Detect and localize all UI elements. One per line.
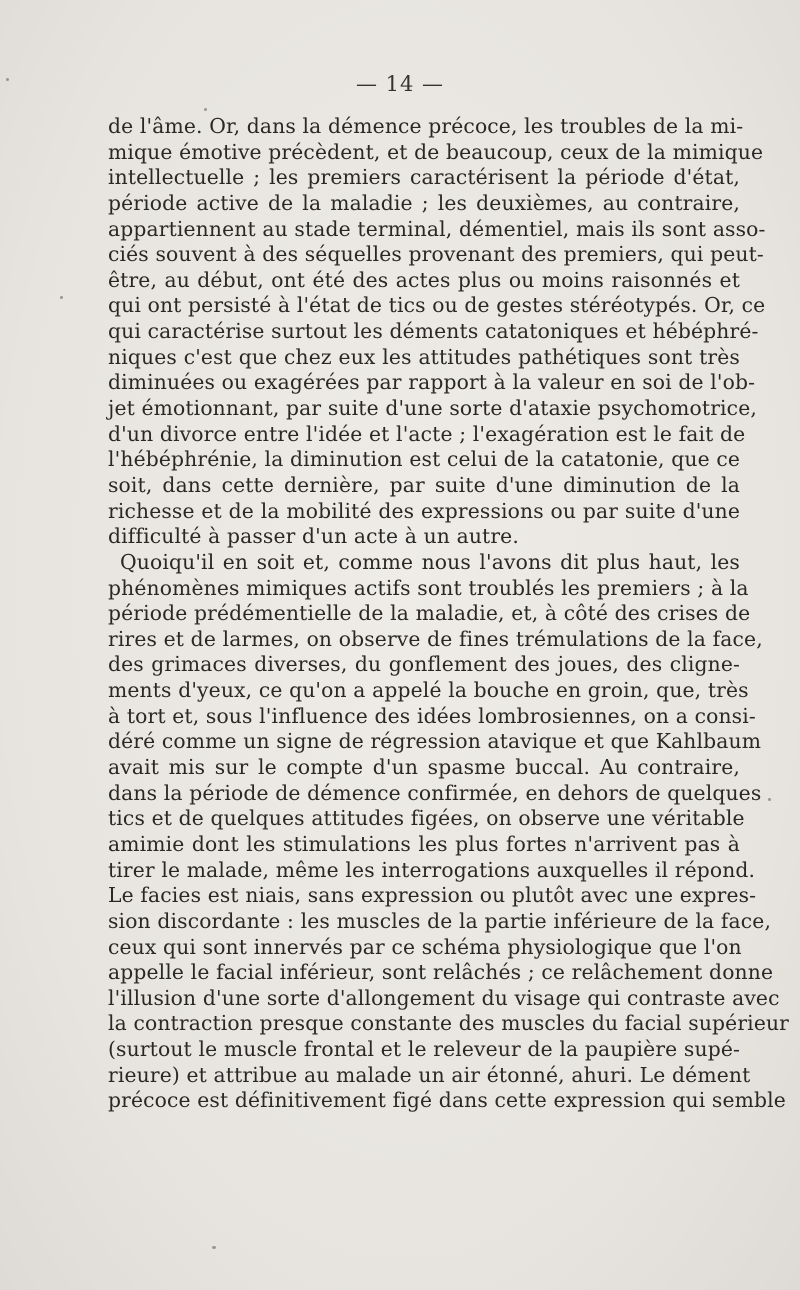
- text-line: précoce est définitivement figé dans cette expression qui semble: [108, 1088, 786, 1113]
- text-line: avait mis sur le compte d'un spasme buccal. Au contraire,: [108, 755, 740, 780]
- text-line: amimie dont les stimulations les plus fortes n'arrivent pas à: [108, 831, 740, 856]
- text-line: période prédémentielle de la maladie, et, à côté des crises de: [108, 601, 751, 626]
- scan-speck: [204, 108, 207, 111]
- text-line: sion discordante : les muscles de la partie inférieure de la face,: [108, 908, 772, 933]
- scan-speck: [212, 1246, 216, 1249]
- text-line: appelle le facial inférieur, sont relâchés ; ce relâchement donne: [108, 960, 774, 985]
- text-line: être, au début, ont été des actes plus ou moins raisonnés et: [108, 267, 740, 292]
- text-line: (surtout le muscle frontal et le releveur de la paupière supé-: [108, 1037, 740, 1062]
- text-line: intellectuelle ; les premiers caractérisent la période d'état,: [108, 165, 740, 190]
- text-line: ments d'yeux, ce qu'on a appelé la bouche en groin, que, très: [108, 678, 749, 703]
- text-line: phénomènes mimiques actifs sont troublés les premiers ; à la: [108, 575, 749, 600]
- text-line: rieure) et attribue au malade un air étonné, ahuri. Le dément: [108, 1062, 751, 1087]
- text-line: ciés souvent à des séquelles provenant des premiers, qui peut-: [108, 242, 764, 267]
- body-text: [108, 114, 790, 1114]
- text-line: période active de la maladie ; les deuxièmes, au contraire,: [108, 190, 740, 215]
- text-line: ceux qui sont innervés par ce schéma physiologique que l'on: [108, 934, 742, 959]
- text-line: d'un divorce entre l'idée et l'acte ; l'exagération est le fait de: [108, 421, 746, 446]
- text-line: des grimaces diverses, du gonflement des joues, des cligne-: [108, 652, 740, 677]
- text-line: à tort et, sous l'influence des idées lombrosiennes, on a consi-: [108, 703, 756, 728]
- text-line: richesse et de la mobilité des expressions ou par suite d'une: [108, 498, 740, 523]
- scan-speck: [60, 296, 63, 299]
- text-line: l'illusion d'une sorte d'allongement du visage qui contraste avec: [108, 985, 780, 1010]
- text-line: rires et de larmes, on observe de fines trémulations de la face,: [108, 626, 763, 651]
- text-line: tirer le malade, même les interrogations auxquelles il répond.: [108, 857, 756, 882]
- text-line: l'hébéphrénie, la diminution est celui de la catatonie, que ce: [108, 447, 740, 472]
- text-line: mique émotive précèdent, et de beaucoup, ceux de la mimique: [108, 139, 764, 164]
- text-line: diminuées ou exagérées par rapport à la valeur en soi de l'ob-: [108, 370, 756, 395]
- text-line: appartiennent au stade terminal, démentiel, mais ils sont asso-: [108, 216, 766, 241]
- text-line: tics et de quelques attitudes figées, on observe une véritable: [108, 806, 745, 831]
- text-line: niques c'est que chez eux les attitudes pathétiques sont très: [108, 344, 740, 369]
- text-line: qui ont persisté à l'état de tics ou de gestes stéréotypés. Or, ce: [108, 293, 766, 318]
- text-line: Quoiqu'il en soit et, comme nous l'avons dit plus haut, les: [120, 549, 740, 574]
- page-number: — 14 —: [355, 72, 445, 96]
- scan-speck: [768, 798, 771, 801]
- text-line: dans la période de démence confirmée, en dehors de quelques: [108, 780, 762, 805]
- text-line: difficulté à passer d'un acte à un autre.: [108, 524, 519, 549]
- text-line: Le facies est niais, sans expression ou plutôt avec une expres-: [108, 883, 757, 908]
- scan-speck: [6, 78, 9, 81]
- text-line: jet émotionnant, par suite d'une sorte d'ataxie psychomotrice,: [108, 396, 757, 421]
- text-line: de l'âme. Or, dans la démence précoce, les troubles de la mi-: [108, 114, 744, 138]
- text-line: soit, dans cette dernière, par suite d'une diminution de la: [108, 472, 740, 497]
- text-line: la contraction presque constante des muscles du facial supérieur: [108, 1011, 790, 1036]
- text-line: qui caractérise surtout les déments catatoniques et hébéphré-: [108, 319, 759, 344]
- text-line: déré comme un signe de régression atavique et que Kahlbaum: [108, 729, 762, 754]
